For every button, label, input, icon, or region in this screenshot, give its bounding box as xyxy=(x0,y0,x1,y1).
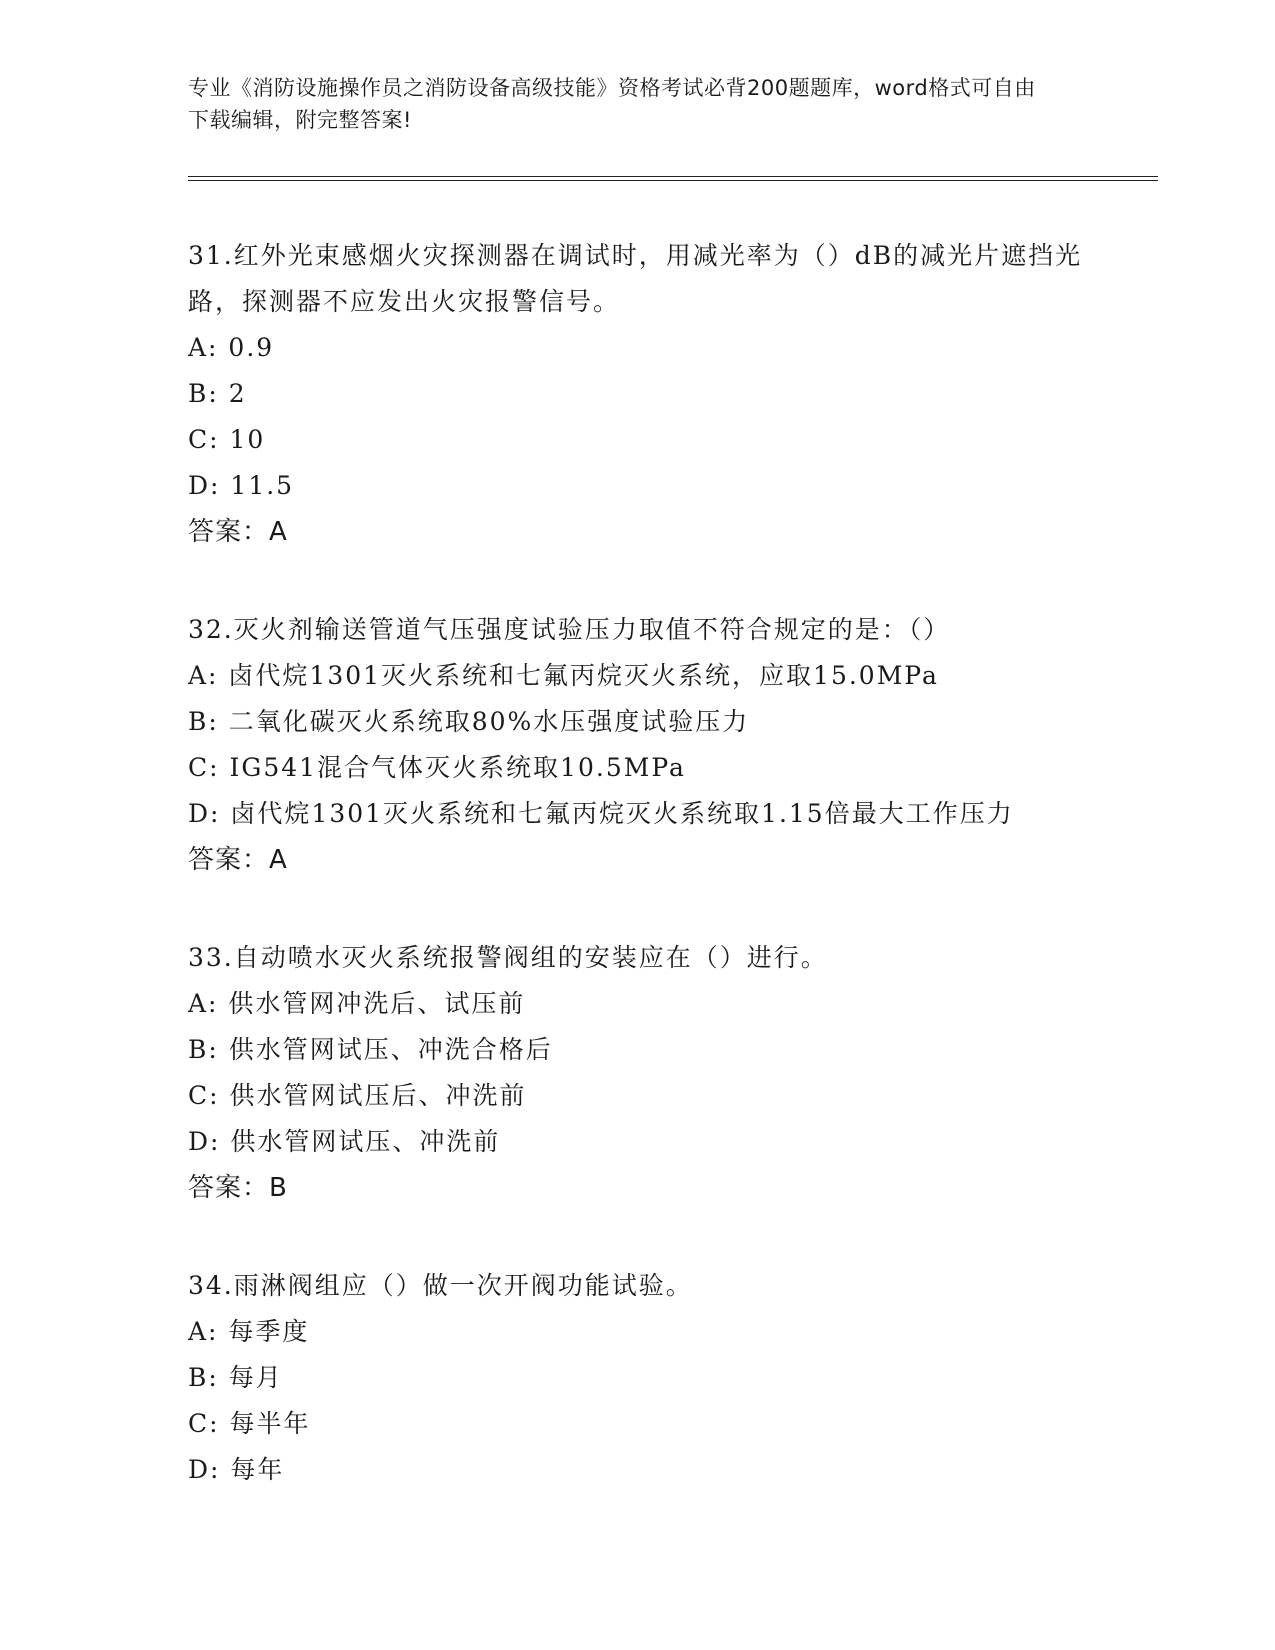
option-c: C: 每半年 xyxy=(188,1409,311,1438)
option-a: A: 0.9 xyxy=(188,333,275,362)
question-stem: 33.自动喷水灭火系统报警阀组的安装应在（）进行。 xyxy=(188,943,828,972)
option-d: D: 每年 xyxy=(188,1455,285,1484)
question-32 xyxy=(188,607,1158,883)
question-stem: 34.雨淋阀组应（）做一次开阀功能试验。 xyxy=(188,1271,693,1300)
question-stem: 32.灭火剂输送管道气压强度试验压力取值不符合规定的是：（） xyxy=(188,615,951,644)
answer: 答案：A xyxy=(188,517,288,547)
option-b: B: 每月 xyxy=(188,1363,283,1392)
option-c: C: 供水管网试压后、冲洗前 xyxy=(188,1081,527,1110)
option-c: C: IG541混合气体灭火系统取10.5MPa xyxy=(188,753,686,782)
document-header: 专业《消防设施操作员之消防设备高级技能》资格考试必背200题题库，word格式可自由下载编辑，附完整答案! xyxy=(188,76,1036,132)
option-a: A: 供水管网冲洗后、试压前 xyxy=(188,989,526,1018)
option-a: A: 卤代烷1301灭火系统和七氟丙烷灭火系统，应取15.0MPa xyxy=(188,661,939,690)
option-d: D: 卤代烷1301灭火系统和七氟丙烷灭火系统取1.15倍最大工作压力 xyxy=(188,799,1014,828)
answer: 答案：A xyxy=(188,845,288,875)
option-b: B: 2 xyxy=(188,379,247,408)
question-34 xyxy=(188,1263,1158,1493)
option-b: B: 供水管网试压、冲洗合格后 xyxy=(188,1035,553,1064)
document-page xyxy=(188,72,1158,1493)
option-c: C: 10 xyxy=(188,425,266,454)
question-31 xyxy=(188,233,1158,555)
answer: 答案：B xyxy=(188,1173,288,1203)
header-divider xyxy=(188,176,1158,181)
question-stem: 31.红外光束感烟火灾探测器在调试时，用减光率为（）dB的减光片遮挡光路，探测器不应发出火灾报警信号。 xyxy=(188,241,1083,316)
question-33 xyxy=(188,935,1158,1211)
option-d: D: 供水管网试压、冲洗前 xyxy=(188,1127,501,1156)
option-d: D: 11.5 xyxy=(188,471,295,500)
option-a: A: 每季度 xyxy=(188,1317,310,1346)
option-b: B: 二氧化碳灭火系统取80%水压强度试验压力 xyxy=(188,707,750,736)
